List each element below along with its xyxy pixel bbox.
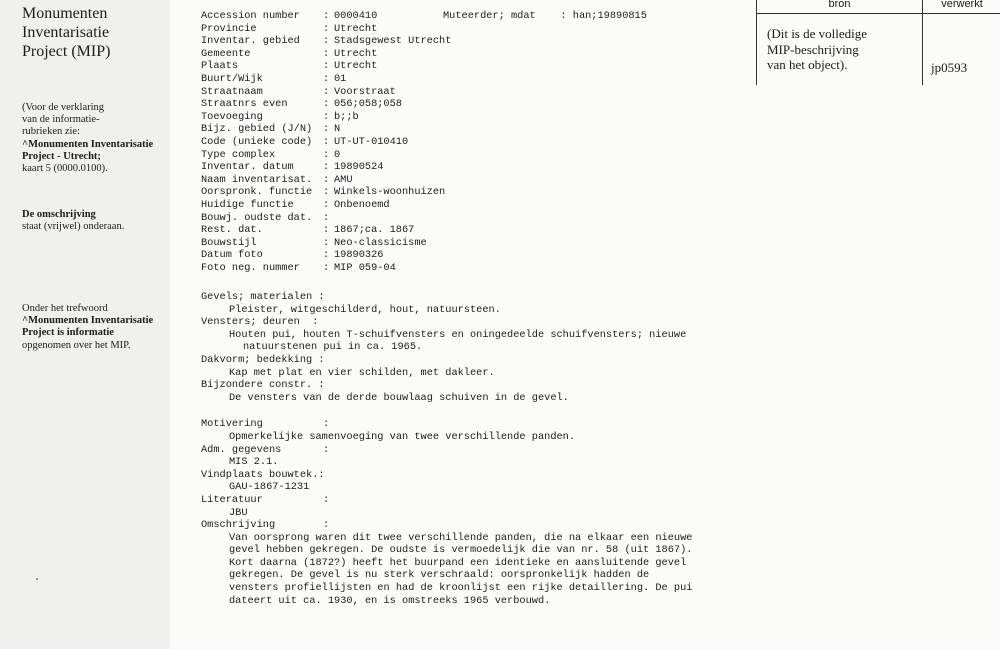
section-text-gevels: Pleister, witgeschilderd, hout, natuursteen. xyxy=(229,303,501,316)
source-cell: (Dit is de volledige MIP-beschrijving van het object). xyxy=(767,26,868,72)
header-verwerkt: verwerkt xyxy=(941,0,983,10)
field-row: Buurt/Wijk : 01 xyxy=(201,72,347,85)
muteerder-field: Muteerder; mdat : han;19890815 xyxy=(443,10,647,22)
description-body xyxy=(201,291,731,607)
source-table xyxy=(756,0,1000,85)
field-row: Bouwstijl : Neo-classicisme xyxy=(201,236,427,249)
field-row: Datum foto : 19890326 xyxy=(201,249,384,262)
section-text-vensters: Houten pui, houten T-schuifvensters en oningedeelde schuifvensters; nieuwe xyxy=(229,328,687,341)
omschrijving-line: Kort daarna (1872?) heeft het buurpand een identieke en aansluitende gevel xyxy=(229,556,687,569)
field-row: Inventar. datum : 19890524 xyxy=(201,161,384,174)
field-row: Code (unieke code) : UT-UT-010410 xyxy=(201,135,409,148)
section-text-literatuur: JBU xyxy=(229,506,248,519)
section-text-motivering: Opmerkelijke samenvoeging van twee verschillende panden. xyxy=(229,430,576,443)
omschrijving-line: Van oorsprong waren dit twee verschillende panden, die na elkaar een nieuwe xyxy=(229,531,693,544)
section-label-bijzondere: Bijzondere constr. : xyxy=(201,379,325,392)
field-row: Gemeente : Utrecht xyxy=(201,47,378,60)
field-row: Bouwj. oudste dat. : xyxy=(201,211,330,224)
field-row: Toevoeging : b;;b xyxy=(201,110,359,123)
section-label-motivering: Motivering : xyxy=(201,418,330,431)
sidebar-note-keyword: Onder het trefwoord ^Monumenten Inventarisatie Project is informatie opgenomen over het MIP. xyxy=(22,303,154,351)
section-text-bijzondere: De vensters van de derde bouwlaag schuiven in de gevel. xyxy=(229,391,569,404)
field-row: Huidige functie : Onbenoemd xyxy=(201,198,390,211)
title-line: Inventarisatie xyxy=(22,24,110,41)
sidebar-note-legend: (Voor de verklaring van de informatie- rubrieken zie: ^Monumenten Inventarisatie Project - Utrecht; kaart 5 (0000.0100). xyxy=(22,102,154,175)
field-row: Plaats : Utrecht xyxy=(201,60,378,73)
section-label-omschrijving: Omschrijving : xyxy=(201,519,330,532)
field-row: Straatnrs even : 056;058;058 xyxy=(201,98,402,111)
section-label-adm: Adm. gegevens : xyxy=(201,443,330,456)
title-line: Project (MIP) xyxy=(22,43,111,60)
page-title xyxy=(22,4,172,61)
record-fields xyxy=(201,10,721,274)
field-row: Rest. dat. : 1867;ca. 1867 xyxy=(201,224,415,237)
section-text-dakvorm: Kap met plat en vier schilden, met dakleer. xyxy=(229,366,495,379)
omschrijving-line: vensters profiellijsten en had de kroonlijst een rijke detaillering. De pui xyxy=(229,582,693,595)
field-row: Accession number : 0000410 xyxy=(201,10,378,22)
header-bron: bron xyxy=(828,0,851,10)
omschrijving-line: dateert uit ca. 1930, en is omstreeks 1965 verbouwd. xyxy=(229,594,551,607)
field-row: Straatnaam : Voorstraat xyxy=(201,85,396,98)
processed-code: jp0593 xyxy=(931,60,968,75)
section-text-adm: MIS 2.1. xyxy=(229,456,279,469)
section-text-vindplaats: GAU-1867-1231 xyxy=(229,481,310,494)
field-row: Type complex : 0 xyxy=(201,148,341,161)
speck xyxy=(36,578,38,580)
omschrijving-line: gevel hebben gekregen. De oudste is vermoedelijk die van nr. 58 (uit 1867). xyxy=(229,544,693,557)
title-line: Monumenten xyxy=(22,5,108,22)
section-label-literatuur: Literatuur : xyxy=(201,493,330,506)
field-row: Naam inventarisat. : AMU xyxy=(201,173,353,186)
field-row: Oorspronk. functie : Winkels-woonhuizen xyxy=(201,186,446,199)
field-row: Bijz. gebied (J/N) : N xyxy=(201,123,341,136)
section-label-gevels: Gevels; materialen : xyxy=(201,291,325,303)
field-row: Foto neg. nummer : MIP 059-04 xyxy=(201,261,396,274)
field-row: Provincie : Utrecht xyxy=(201,22,378,35)
section-label-vensters: Vensters; deuren : xyxy=(201,316,319,329)
section-label-vindplaats: Vindplaats bouwtek.: xyxy=(201,468,325,481)
sidebar-note-description: De omschrijving staat (vrijwel) onderaan. xyxy=(22,209,125,233)
section-text-vensters: natuurstenen pui in ca. 1965. xyxy=(243,341,423,354)
omschrijving-line: gekregen. De gevel is nu sterk verschraald: oorspronkelijk hadden de xyxy=(229,569,650,582)
section-label-dakvorm: Dakvorm; bedekking : xyxy=(201,353,325,366)
field-row: Inventar. gebied : Stadsgewest Utrecht xyxy=(201,35,452,48)
